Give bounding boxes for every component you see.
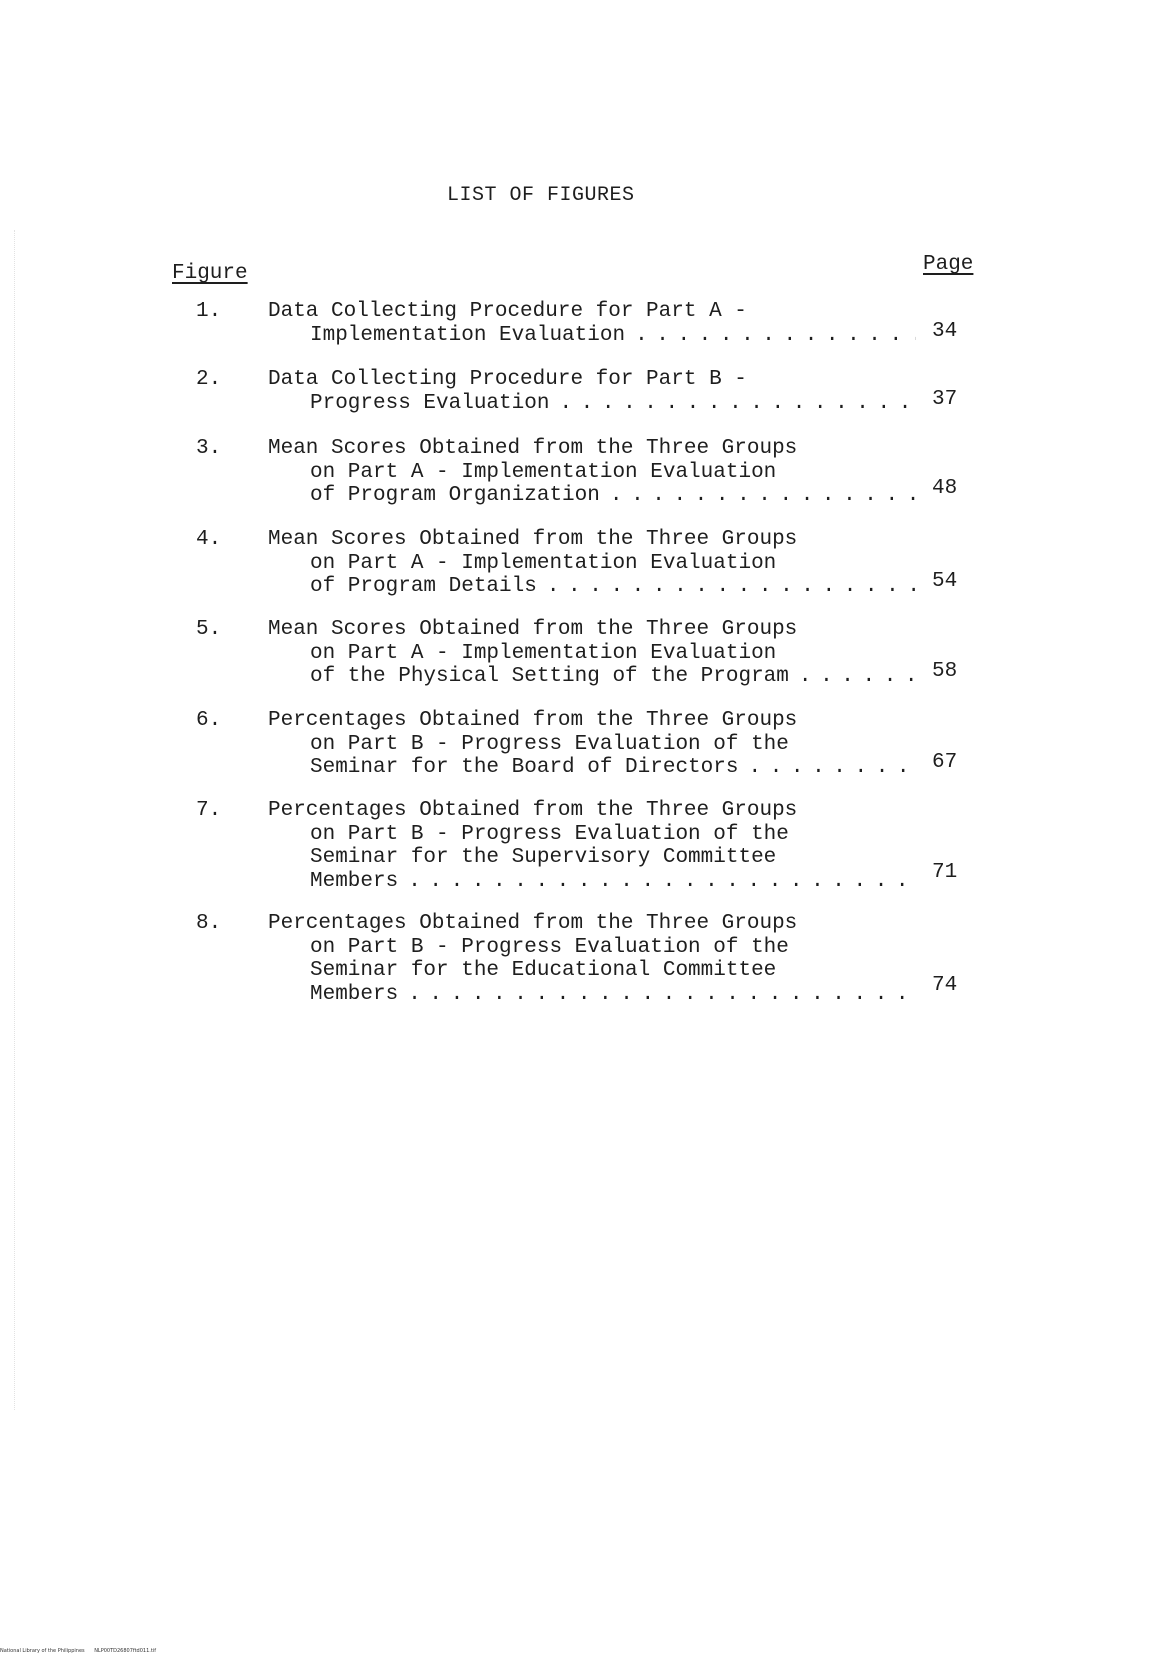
figure-title-line: Implementation Evaluation	[310, 323, 626, 347]
column-header-figure: Figure	[172, 262, 248, 285]
scan-file-label: NLP00TD26807ftd011.tif	[94, 1648, 156, 1654]
figure-title	[268, 300, 916, 347]
dot-leader	[610, 484, 916, 508]
figure-title-line: Seminar for the Educational Committee	[310, 959, 777, 982]
page-number: 48	[932, 477, 958, 500]
page-number: 37	[932, 388, 958, 411]
figure-number: 5.	[196, 618, 222, 641]
scan-library-label: National Library of the Philippines	[0, 1648, 85, 1654]
figure-number: 1.	[196, 300, 222, 323]
figure-title-last-line	[268, 983, 916, 1007]
scan-margin-specks	[14, 230, 21, 1410]
figure-title-line: on Part A - Implementation Evaluation	[310, 460, 777, 484]
figure-title-last-line	[268, 575, 916, 599]
dot-leader	[547, 575, 916, 599]
figure-title-line: of Program Details	[310, 575, 537, 598]
figure-title-line: Progress Evaluation	[310, 391, 550, 415]
figure-title-line: of the Physical Setting of the Program	[310, 665, 789, 688]
figure-title-line: Percentages Obtained from the Three Groups	[268, 709, 798, 732]
figure-title	[268, 618, 916, 689]
page-number: 74	[932, 974, 958, 997]
dot-leader	[559, 392, 916, 416]
figure-title-line: Seminar for the Supervisory Committee	[310, 846, 777, 869]
figure-title-line: on Part B - Progress Evaluation of the	[310, 732, 789, 756]
figure-title-line: Percentages Obtained from the Three Groups	[268, 912, 798, 935]
page-number: 67	[932, 751, 958, 774]
figure-title-line: Mean Scores Obtained from the Three Groups	[268, 528, 798, 551]
page-number: 34	[932, 320, 958, 343]
figure-title-line: on Part B - Progress Evaluation of the	[310, 935, 789, 959]
page-title: LIST OF FIGURES	[447, 184, 635, 207]
figure-title-line: Seminar for the Board of Directors	[310, 756, 739, 779]
figure-title-line: Data Collecting Procedure for Part B -	[268, 368, 747, 391]
page-number: 71	[932, 861, 958, 884]
figure-title-last-line	[268, 665, 916, 689]
figure-title	[268, 437, 916, 508]
figure-title-line: Mean Scores Obtained from the Three Groups	[268, 437, 798, 460]
figure-title	[268, 912, 916, 1006]
page-number: 54	[932, 570, 958, 593]
figure-title-line: Percentages Obtained from the Three Groups	[268, 799, 798, 822]
figure-title-line: Members	[310, 869, 399, 893]
figure-title-line: Members	[310, 982, 399, 1006]
figure-number: 7.	[196, 799, 222, 822]
figure-title	[268, 709, 916, 780]
page-number: 58	[932, 660, 958, 683]
scan-footer	[0, 1648, 156, 1654]
figure-number: 8.	[196, 912, 222, 935]
dot-leader	[635, 324, 916, 348]
figure-number: 2.	[196, 368, 222, 391]
figure-title-last-line	[268, 870, 916, 894]
dot-leader	[408, 983, 916, 1007]
figure-title-line: Data Collecting Procedure for Part A -	[268, 300, 747, 323]
figure-title-line: on Part A - Implementation Evaluation	[310, 641, 777, 665]
figure-title-last-line	[268, 484, 916, 508]
figure-title	[268, 799, 916, 893]
figure-title-line: Mean Scores Obtained from the Three Groups	[268, 618, 798, 641]
figure-number: 3.	[196, 437, 222, 460]
figure-title-line: of Program Organization	[310, 484, 600, 507]
column-header-page: Page	[923, 253, 974, 276]
figure-title-last-line	[268, 392, 916, 416]
figure-title	[268, 528, 916, 599]
dot-leader	[748, 756, 916, 780]
dot-leader	[408, 870, 916, 894]
figure-title	[268, 368, 916, 415]
figure-title-line: on Part B - Progress Evaluation of the	[310, 822, 789, 846]
figure-title-last-line	[268, 756, 916, 780]
figure-title-line: on Part A - Implementation Evaluation	[310, 551, 777, 575]
figure-number: 6.	[196, 709, 222, 732]
dot-leader	[799, 665, 916, 689]
figure-number: 4.	[196, 528, 222, 551]
figure-title-last-line	[268, 324, 916, 348]
